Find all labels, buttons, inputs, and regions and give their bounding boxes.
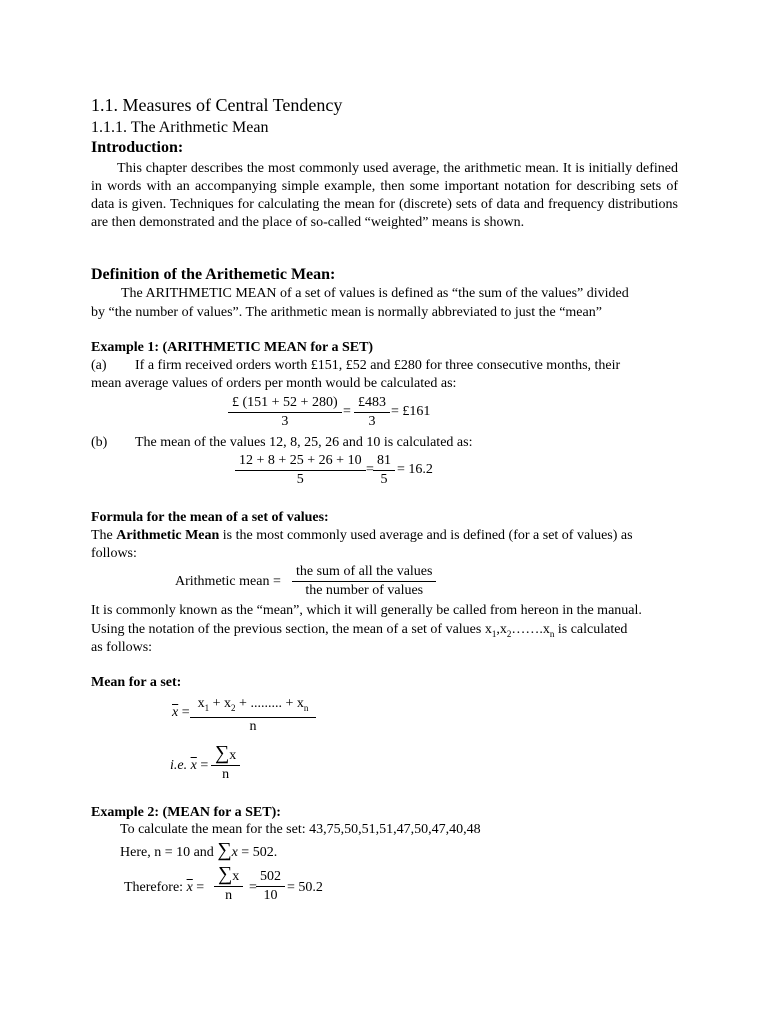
subscript-n: n [549, 628, 555, 639]
fraction-denominator: the number of values [305, 583, 424, 598]
fraction-denominator: 3 [368, 414, 376, 429]
x-term: x [231, 845, 238, 860]
example2-fraction-2 [256, 869, 285, 904]
example1-b-text: The mean of the values 12, 8, 25, 26 and 10 is calculated as: [135, 435, 473, 450]
fraction-denominator: 10 [263, 888, 278, 903]
x-bar-symbol: $\overline{x}$ [172, 705, 179, 720]
fraction-numerator: the sum of all the values [292, 564, 436, 582]
example1-a-fraction-1 [228, 395, 342, 430]
mean-set-title: Mean for a set: [91, 675, 182, 690]
example1-b-result: = 16.2 [397, 462, 433, 477]
formula-lhs: Arithmetic mean = [175, 574, 281, 589]
subscript-1: 1 [204, 702, 210, 713]
sigma-icon: ∑ [215, 742, 230, 764]
fraction-numerator: 502 [256, 869, 285, 887]
formula-after-line-2-post: is calculated [554, 622, 628, 637]
example1-a-line-1: If a firm received orders worth £151, £52 and £280 for three consecutive months, their [135, 358, 621, 373]
subscript-n: n [303, 702, 309, 713]
equals-sign: = [192, 880, 205, 895]
intro-paragraph: This chapter describes the most commonly used average, the arithmetic mean. It is initially defined in words with an accompanying simple example, then some important notation for describing sets of data is given. Techniques for calculating the mean for (discrete) sets of data and frequency distributions are then demonstrated and the place of so-called “weighted” means is shown. [91, 161, 678, 230]
subscript-2: 2 [231, 702, 236, 713]
section-heading: 1.1. Measures of Central Tendency [91, 95, 343, 115]
mean-set-fraction [190, 696, 316, 735]
example2-therefore [124, 880, 204, 896]
subscript-2: 2 [506, 628, 512, 639]
subsection-heading: 1.1.1. The Arithmetic Mean [91, 119, 269, 136]
subscript-1: 1 [491, 628, 497, 639]
definition-line-2: by “the number of values”. The arithmetic mean is normally abbreviated to just the “mean” [91, 305, 602, 320]
x-term: x [232, 869, 240, 884]
x-term: x [229, 748, 237, 763]
formula-after-line-3: as follows: [91, 640, 153, 655]
sigma-icon: ∑ [218, 863, 233, 885]
fraction-denominator: 5 [296, 472, 304, 487]
formula-line-1 [91, 528, 633, 544]
mean-set-ie-lhs [170, 758, 208, 774]
example1-a-line-2: mean average values of orders per month would be calculated as: [91, 376, 457, 391]
fraction-denominator: n [222, 767, 230, 782]
ie-label: i.e. [170, 758, 188, 773]
example2-title: Example 2: (MEAN for a SET): [91, 805, 281, 820]
example2-line-2-pre: Here, n = 10 and [120, 845, 218, 860]
x-bar-symbol: $\overline{x}$ [190, 758, 197, 773]
example1-a-label: (a) [91, 358, 107, 373]
example2-fraction-1 [214, 863, 243, 904]
formula-line-2: follows: [91, 546, 137, 561]
equals-sign: = [196, 758, 209, 773]
fraction-numerator: £483 [354, 395, 390, 413]
example2-line-2-post: = 502. [237, 845, 278, 860]
fraction-denominator: n [225, 888, 233, 903]
x-term: x [197, 696, 205, 711]
fraction-numerator [214, 863, 243, 887]
fraction-numerator [211, 742, 240, 766]
example1-b-fraction-2 [373, 453, 395, 488]
plus-dots-term: + ......... + x [235, 696, 304, 711]
example2-result: = 50.2 [287, 880, 323, 895]
arithmetic-mean-term: Arithmetic Mean [116, 528, 220, 543]
example1-b-fraction-1 [235, 453, 366, 488]
formula-title: Formula for the mean of a set of values: [91, 510, 329, 525]
formula-after-line-2-dots: …….x [511, 622, 550, 637]
mean-set-ie-fraction [211, 742, 240, 783]
fraction-denominator: n [249, 718, 257, 734]
formula-fraction [292, 564, 436, 599]
formula-after-line-2-mid: ,x [496, 622, 507, 637]
fraction-numerator: £ (151 + 52 + 280) [228, 395, 342, 413]
therefore-label: Therefore: [124, 880, 187, 895]
example1-a-result: = £161 [391, 404, 431, 419]
fraction-denominator: 5 [380, 472, 388, 487]
fraction-numerator [190, 696, 316, 718]
x-bar-symbol: $\overline{x}$ [186, 880, 193, 895]
formula-after-line-2 [91, 622, 627, 639]
definition-line-1: The ARITHMETIC MEAN of a set of values is defined as “the sum of the values” divided [121, 286, 629, 301]
equals-sign: = [178, 705, 190, 720]
fraction-numerator: 12 + 8 + 25 + 26 + 10 [235, 453, 366, 471]
formula-after-line-2-pre: Using the notation of the previous section, the mean of a set of values x [91, 622, 492, 637]
example2-line-2 [120, 839, 278, 861]
example1-a-fraction-2 [354, 395, 390, 430]
formula-line-1-post: is the most commonly used average and is defined (for a set of values) as [219, 528, 633, 543]
fraction-numerator: 81 [373, 453, 395, 471]
equals-sign: = [343, 404, 351, 419]
plus-x-term: + x [209, 696, 232, 711]
equals-sign: = [249, 880, 257, 895]
intro-title: Introduction: [91, 139, 184, 156]
sigma-icon: ∑ [217, 839, 232, 861]
fraction-denominator: 3 [281, 414, 289, 429]
example2-line-1: To calculate the mean for the set: 43,75,50,51,51,47,50,47,40,48 [120, 822, 481, 837]
equals-sign: = [366, 462, 374, 477]
formula-line-1-pre: The [91, 528, 117, 543]
example1-b-label: (b) [91, 435, 108, 450]
example1-title: Example 1: (ARITHMETIC MEAN for a SET) [91, 340, 374, 355]
definition-title: Definition of the Arithemetic Mean: [91, 266, 336, 283]
mean-set-lhs [172, 705, 190, 721]
formula-after-line-1: It is commonly known as the “mean”, which it will generally be called from hereon in the manual. [91, 603, 642, 618]
